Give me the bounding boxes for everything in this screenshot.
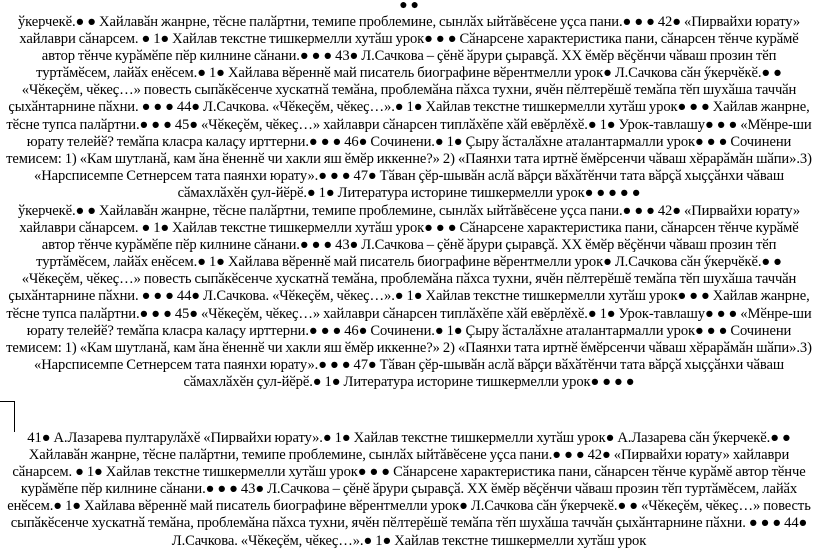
table-cell-border: [0, 401, 15, 432]
text-block-2: ўкерчекӗ.● ● Хайлавӑн жанрне, тӗсне палӑртни, темипе проблемине, сынлӑх ыйтӑвӗсене уҫса пани.● ● ● 42● «Пирвайхи юрату» хайлаври сӑнарсем. ● 1● Хайлав текстне тишкермелли хутӑш урок● ● ● Сӑнарсене характеристика пани, сӑнарсен тӗнче курӑмӗ автор тӗнче курӑмӗпе пӗр килнине сӑнани.● ● ● 43● Л.Сачкова – ҫӗнӗ ӑрури ҫыравҫӑ. ХХ ӗмӗр вӗҫӗнчи чӑваш прозин тӗп туртӑмӗсем, лайӑх енӗсем.● 1● Хайлава вӗреннӗ май писатель биографине вӗрентмелли урок● Л.Сачкова сӑн ӳкерчӗкӗ.● ● «Чӗкеҫӗм, чӗкеҫ…» повесть сыпӑкӗсенче хускатнӑ темӑна, проблемӑна пӑхса тухни, ячӗн пӗлтерӗшӗ темӑпа тӗп шухӑша таччӑн ҫыхӑнтарнине пӑхни. ● ● ● 44● Л.Сачкова. «Чӗкеҫӗм, чӗкеҫ…».● 1● Хайлав текстне тишкермелли хутӑш урок● ● ● Хайлав жанрне, тӗсне тупса палӑртни.● ● ● 45● «Чӗкеҫӗм, чӗкеҫ…» хайлаври сӑнарсен типлӑхӗпе хӑй евӗрлӗхӗ.● 1● Урок-тавлашу● ● ● «Мӗнре-ши юрату телейӗ? темӑпа класра калаҫу ирттерни.● ● ● 46● Сочинени.● 1● Ҫыру ӑсталӑхне аталантармалли урок● ● ● Сочинени темисем: 1) «Кам шутланӑ, кам ӑна ӗненнӗ чи хакли яш ӗмӗр иккенне?» 2) «Паянхи тата иртнӗ ӗмӗрсенчи чӑваш хӗрарӑмӑн шӑпи».3) «Нарсписемпе Сетнерсем тата паянхи юрату».● ● ● 47● Тӑван ҫӗр-шывӑн аслӑ вӑрҫи вӑхӑтӗнчи тата вӑрҫӑ хыҫҫӑнхи чӑваш сӑмахлӑхӗн ҫул-йӗрӗ.● 1● Литература историне тишкермелли урок● ● ● ●: [6, 203, 812, 390]
text-block-1: ўкерчекӗ.● ● Хайлавӑн жанрне, тӗсне палӑртни, темипе проблемине, сынлӑх ыйтӑвӗсене уҫса пани.● ● ● 42● «Пирвайхи юрату» хайлаври сӑнарсем. ● 1● Хайлав текстне тишкермелли хутӑш урок● ● ● Сӑнарсене характеристика пани, сӑнарсен тӗнче курӑмӗ автор тӗнче курӑмӗпе пӗр килнине сӑнани.● ● ● 43● Л.Сачкова – ҫӗнӗ ӑрури ҫыравҫӑ. ХХ ӗмӗр вӗҫӗнчи чӑваш прозин тӗп туртӑмӗсем, лайӑх енӗсем.● 1● Хайлава вӗреннӗ май писатель биографине вӗрентмелли урок● Л.Сачкова сӑн ӳкерчӗкӗ.● ● «Чӗкеҫӗм, чӗкеҫ…» повесть сыпӑкӗсенче хускатнӑ темӑна, проблемӑна пӑхса тухни, ячӗн пӗлтерӗшӗ темӑпа тӗп шухӑша таччӑн ҫыхӑнтарнине пӑхни. ● ● ● 44● Л.Сачкова. «Чӗкеҫӗм, чӗкеҫ…».● 1● Хайлав текстне тишкермелли хутӑш урок● ● ● Хайлав жанрне, тӗсне тупса палӑртни.● ● ● 45● «Чӗкеҫӗм, чӗкеҫ…» хайлаври сӑнарсен типлӑхӗпе хӑй евӗрлӗхӗ.● 1● Урок-тавлашу● ● ● «Мӗнре-ши юрату телейӗ? темӑпа класра калаҫу ирттерни.● ● ● 46● Сочинени.● 1● Ҫыру ӑсталӑхне аталантармалли урок● ● ● Сочинени темисем: 1) «Кам шутланӑ, кам ӑна ӗненнӗ чи хакли яш ӗмӗр иккенне?» 2) «Паянхи тата иртнӗ ӗмӗрсенчи чӑваш хӗрарӑмӑн шӑпи».3) «Нарсписемпе Сетнерсем тата паянхи юрату».● ● ● 47● Тӑван ҫӗр-шывӑн аслӑ вӑрҫи вӑхӑтӗнчи тата вӑрҫӑ хыҫҫӑнхи чӑваш сӑмахлӑхӗн ҫул-йӗрӗ.● 1● Литература историне тишкермелли урок● ● ● ● ●: [6, 14, 812, 201]
text-block-3: 41● А.Лазарева пултарулӑхӗ «Пирвайхи юрату».● 1● Хайлав текстне тишкермелли хутӑш урок● А.Лазарева сӑн ӳкерчекӗ.● ● Хайлавӑн жанрне, тӗсне палӑртни, темипе проблемине, сынлӑх ыйтӑвӗсене уҫса пани.● ● ● 42● «Пирвайхи юрату» хайлаври сӑнарсем. ● 1● Хайлав текстне тишкермелли хутӑш урок● ● ● Сӑнарсене характеристика пани, сӑнарсен тӗнче курӑмӗ автор тӗнче курӑмӗпе пӗр килнине сӑнани.● ● ● 43● Л.Сачкова – ҫӗнӗ ӑрури ҫыравҫӑ. ХХ ӗмӗр вӗҫӗнчи чӑваш прозин тӗп туртӑмӗсем, лайӑх енӗсем.● 1● Хайлава вӗреннӗ май писатель биографине вӗрентмелли урок● Л.Сачкова сӑн ӳкерчекӗ.● ● «Чӗкеҫӗм, чӗкеҫ…» повесть сыпӑкӗсенче хускатнӑ темӑна, проблемӑна пӑхса тухни, ячӗн пӗлтерӗшӗ темӑпа тӗп шухӑша таччӑн ҫыхӑнтарнине пӑхни. ● ● ● 44● Л.Сачкова. «Чӗкеҫӗм, чӗкеҫ…».● 1● Хайлав текстне тишкермелли хутӑш урок: [7, 430, 811, 549]
top-bullet-marker: ● ●: [399, 0, 419, 13]
